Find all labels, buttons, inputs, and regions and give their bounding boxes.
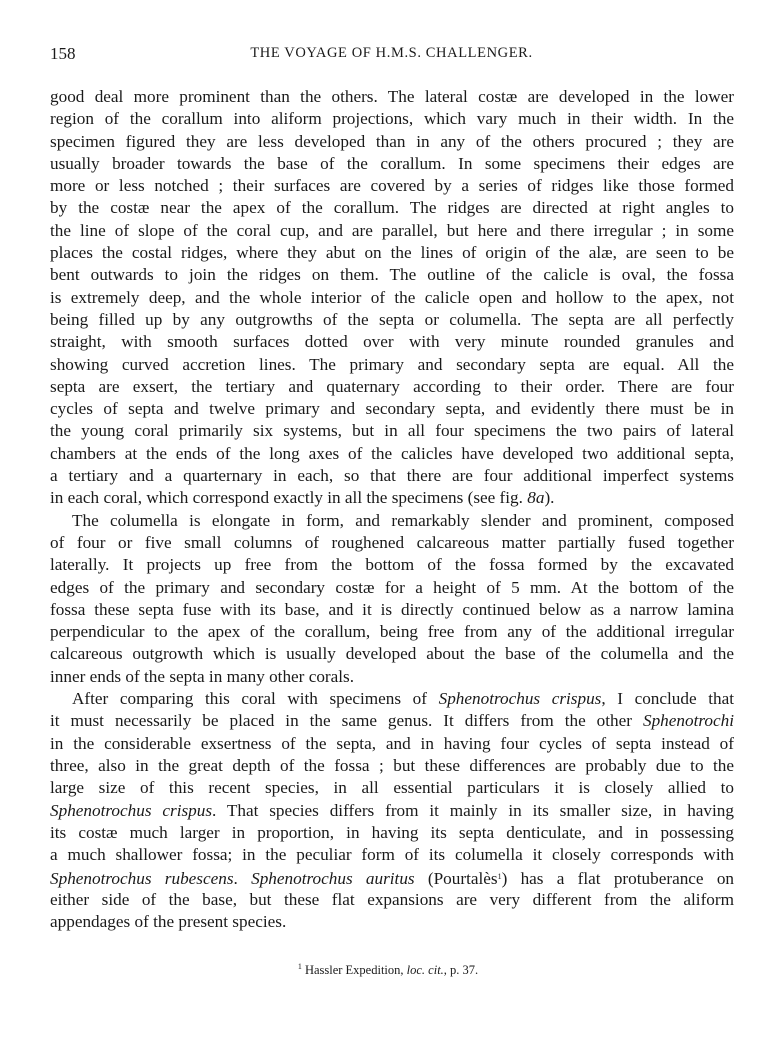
text-span: perpendicular to the apex of the corallum, being free from any of the additional irregular [50, 622, 734, 642]
text-span: in each coral, which correspond exactly in all the specimens (see fig. [50, 488, 528, 508]
text-span: septa are exsert, the tertiary and quaternary according to their order. There are four [50, 376, 734, 396]
text-line [50, 599, 734, 621]
text-span: a tertiary and a quarternary in each, so that there are four additional imperfect systems [50, 466, 734, 486]
text-span: After comparing this coral with specimens of [72, 689, 439, 709]
text-line [50, 331, 734, 353]
text-span: good deal more prominent than the others. The lateral costæ are developed in the lower [50, 87, 734, 106]
text-line [50, 733, 734, 755]
text-span: straight, with smooth surfaces dotted over with very minute rounded granules and [50, 332, 734, 352]
text-line [50, 287, 734, 309]
text-line [50, 510, 734, 532]
text-span: ). [544, 488, 555, 508]
italic-text: Sphenotrochus crispus [50, 800, 213, 820]
text-line [50, 889, 734, 911]
text-span: its costæ much larger in proportion, in having its septa denticulate, and in possessing [50, 822, 734, 842]
italic-text: Sphenotrochus rubescens [50, 869, 234, 889]
text-line [50, 420, 734, 442]
text-span: it must necessarily be placed in the same genus. It differs from the other [50, 711, 643, 731]
text-line [50, 443, 734, 465]
text-span: fossa these septa fuse with its base, and it is directly continued below as a narrow lamina [50, 599, 734, 619]
text-line [50, 175, 734, 197]
text-line [50, 621, 734, 643]
text-line [50, 577, 734, 599]
italic-text: Sphenotrochi [642, 711, 734, 731]
text-line [50, 264, 734, 286]
text-span: of four or five small columns of roughened calcareous matter partially fused together [50, 532, 734, 552]
text-span: region of the corallum into aliform projections, which vary much in their width. In the [50, 109, 734, 129]
text-line [50, 86, 734, 108]
text-span: showing curved accretion lines. The primary and secondary septa are equal. All the [50, 354, 734, 374]
italic-text: 8a [527, 488, 545, 508]
text-line [50, 822, 734, 844]
text-span: being filled up by any outgrowths of the septa or columella. The septa are all perfectly [50, 309, 734, 329]
text-span: more or less notched ; their surfaces are covered by a series of ridges like those formed [50, 176, 734, 196]
text-span: appendages of the present species. [50, 911, 287, 931]
paragraph [50, 86, 734, 510]
text-line [50, 487, 734, 509]
text-span: bent outwards to join the ridges on them. The outline of the calicle is oval, the fossa [50, 265, 734, 285]
text-span: , I conclude that [601, 689, 734, 709]
text-line [50, 309, 734, 331]
text-span: laterally. It projects up free from the bottom of the fossa formed by the excavated [50, 555, 734, 575]
text-line [50, 153, 734, 175]
text-span: calcareous outgrowth which is usually developed about the base of the columella and the [50, 644, 734, 664]
text-line [50, 866, 734, 888]
text-line [50, 242, 734, 264]
text-span: three, also in the great depth of the fossa ; but these differences are probably due to the [50, 755, 734, 775]
paragraph [50, 510, 734, 688]
text-span: (Pourtalès [414, 869, 498, 889]
paragraph [50, 688, 734, 933]
text-span: in the considerable exsertness of the septa, and in having four cycles of septa instead of [50, 733, 734, 753]
text-line [50, 688, 734, 710]
text-line [50, 197, 734, 219]
text-line [50, 220, 734, 242]
text-span: specimen figured they are less developed than in any of the others procured ; they are [50, 131, 734, 151]
italic-text: Sphenotrochus crispus [438, 689, 602, 709]
text-span: large size of this recent species, in all essential particulars it is closely allied to [50, 778, 734, 798]
text-span: cycles of septa and twelve primary and secondary septa, and evidently there must be in [50, 399, 734, 419]
body-text [50, 86, 734, 933]
text-span: a much shallower fossa; in the peculiar form of its columella it closely corresponds with [50, 845, 734, 865]
text-span: . That species differs from it mainly in its smaller size, in having [212, 800, 734, 820]
text-line [50, 376, 734, 398]
text-line [50, 131, 734, 153]
text-line [50, 844, 734, 866]
text-span: edges of the primary and secondary costæ for a height of 5 mm. At the bottom of the [50, 577, 734, 597]
text-span: usually broader towards the base of the corallum. In some specimens their edges are [50, 153, 734, 173]
text-line [50, 108, 734, 130]
footnote [0, 962, 776, 978]
text-span: either side of the base, but these flat expansions are very different from the aliform [50, 889, 734, 909]
footnote-text-end: , p. 37. [443, 963, 479, 977]
text-span: . [233, 869, 252, 889]
text-span: The columella is elongate in form, and remarkably slender and prominent, composed [72, 510, 734, 530]
text-line [50, 465, 734, 487]
text-line [50, 911, 734, 933]
text-line [50, 800, 734, 822]
text-line [50, 398, 734, 420]
footnote-text: Hassler Expedition, [301, 963, 407, 977]
text-span: the young coral primarily six systems, but in all four specimens the two pairs of lateral [50, 421, 734, 441]
text-span: chambers at the ends of the long axes of the calicles have developed two additional septa, [50, 443, 734, 463]
text-span: places the costal ridges, where they abut on the lines of origin of the alæ, are seen to be [50, 243, 734, 263]
text-span: is extremely deep, and the whole interior of the calicle open and hollow to the apex, not [50, 287, 734, 307]
footnote-marker: 1 [297, 962, 302, 971]
text-span: ) has a flat protuberance on [501, 869, 735, 889]
running-title: THE VOYAGE OF H.M.S. CHALLENGER. [250, 45, 533, 61]
text-line [50, 710, 734, 732]
text-span: inner ends of the septa in many other corals. [50, 666, 355, 686]
italic-text: Sphenotrochus auritus [251, 869, 415, 889]
text-line [50, 666, 734, 688]
text-span: the line of slope of the coral cup, and are parallel, but here and there irregular ; in some [50, 220, 734, 240]
page-header [50, 44, 733, 68]
text-line [50, 643, 734, 665]
text-line [50, 354, 734, 376]
text-span: by the costæ near the apex of the corallum. The ridges are directed at right angles to [50, 198, 734, 218]
text-line [50, 554, 734, 576]
text-line [50, 777, 734, 799]
text-line [50, 755, 734, 777]
text-line [50, 532, 734, 554]
footnote-reference: 1 [497, 872, 502, 882]
page-number: 158 [50, 44, 76, 63]
footnote-italic: loc. cit. [406, 963, 444, 977]
